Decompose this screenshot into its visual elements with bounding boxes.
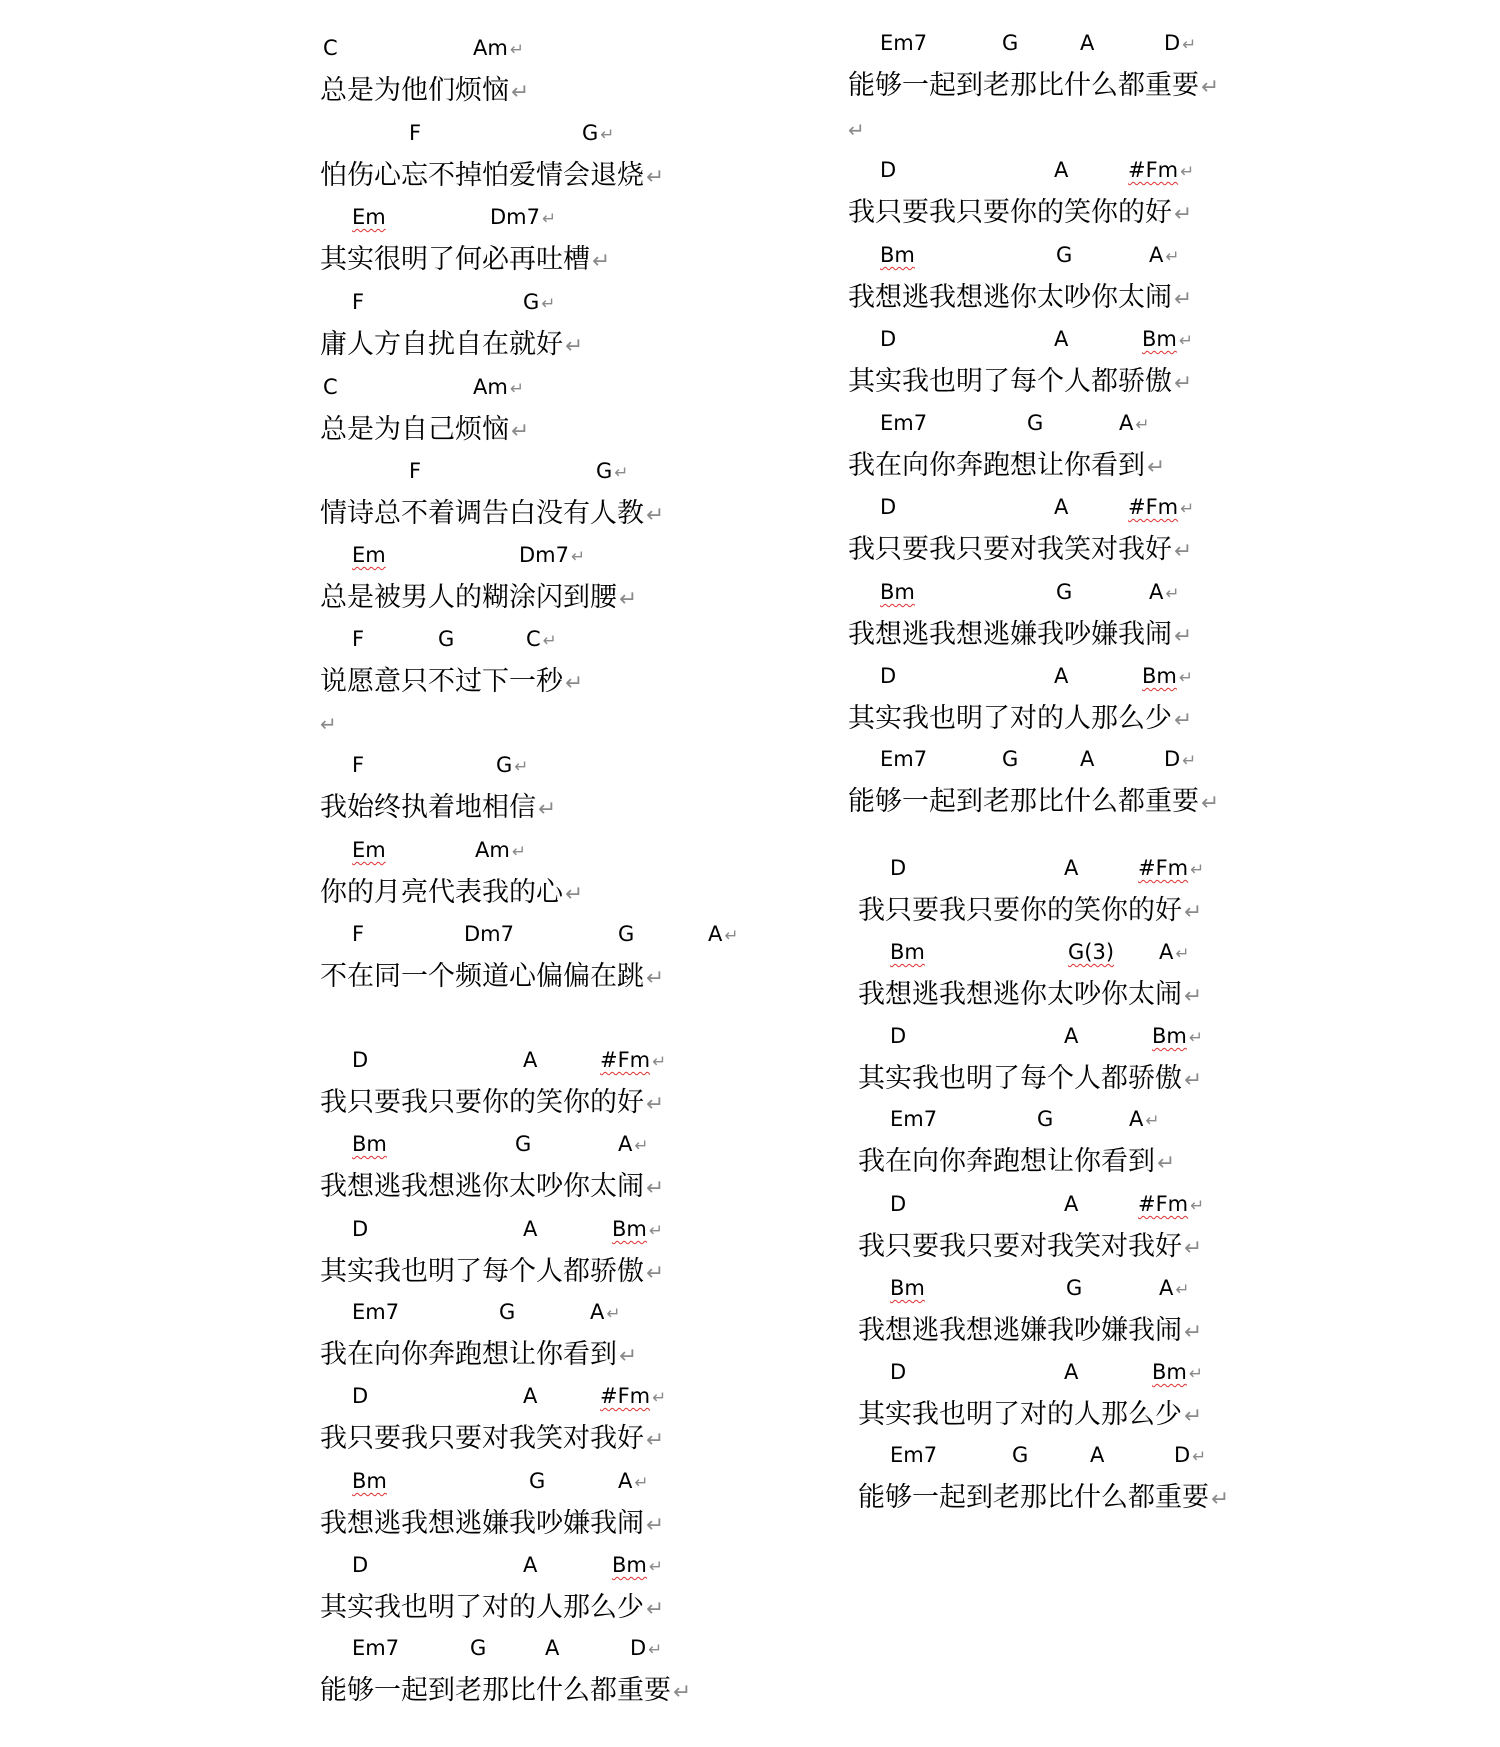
paragraph-mark: ↵ (600, 124, 615, 144)
chord-label: Dm7 (464, 922, 514, 946)
chord-label: A (545, 1636, 560, 1660)
paragraph-mark: ↵ (648, 1639, 663, 1659)
lyric-line: 我在向你奔跑想让你看到↵ (848, 450, 1166, 481)
paragraph-mark: ↵ (511, 841, 526, 861)
chord-label: Em7 (890, 1107, 938, 1131)
paragraph-mark: ↵ (1188, 1363, 1203, 1383)
chord-label: F (352, 922, 365, 946)
chord-label: A ↵ (1129, 1107, 1160, 1131)
chord-label: G (499, 1300, 516, 1324)
chord-label: F (352, 290, 365, 314)
chord-label: Bm ↵ (612, 1553, 663, 1577)
lyric-line: 能够一起到老那比什么都重要↵ (848, 786, 1220, 817)
chord-label: F (352, 753, 365, 777)
chord-label: D (880, 327, 897, 351)
paragraph-mark: ↵ (1190, 1195, 1205, 1215)
paragraph-mark: ↵ (652, 1051, 667, 1071)
paragraph-mark: ↵ (1178, 330, 1193, 350)
chord-label: #Fm ↵ (1128, 158, 1195, 182)
paragraph-mark: ↵ (646, 503, 665, 528)
chord-label: #Fm ↵ (1138, 856, 1205, 880)
chord-label: C (323, 36, 338, 60)
chord-label: F (409, 459, 422, 483)
chord-label: A ↵ (1159, 1276, 1190, 1300)
lyric-line: 庸人方自扰自在就好↵ (320, 329, 584, 360)
paragraph-mark: ↵ (511, 419, 530, 444)
chord-label: G (1056, 580, 1073, 604)
paragraph-mark: ↵ (1135, 414, 1150, 434)
lyric-line: 其实我也明了每个人都骄傲↵ (848, 366, 1193, 397)
chord-label: Em (352, 205, 386, 229)
chord-label: Em7 (890, 1443, 938, 1467)
paragraph-mark: ↵ (1184, 1068, 1203, 1093)
chord-label: G (1037, 1107, 1054, 1131)
paragraph-mark: ↵ (1165, 246, 1180, 266)
chord-label: Bm ↵ (1152, 1360, 1203, 1384)
paragraph-mark: ↵ (1178, 667, 1193, 687)
chord-label: G (1066, 1276, 1083, 1300)
paragraph-mark: ↵ (1180, 498, 1195, 518)
chord-label: G (1012, 1443, 1029, 1467)
chord-label: G ↵ (523, 290, 556, 314)
chord-label: Bm ↵ (1142, 664, 1193, 688)
chord-label: F (409, 121, 422, 145)
chord-label: A ↵ (1149, 243, 1180, 267)
chord-label: Em (352, 543, 386, 567)
chord-label: #Fm ↵ (600, 1384, 667, 1408)
chord-label: A (1064, 856, 1079, 880)
chord-label: F (352, 627, 365, 651)
lyric-line: 我只要我只要你的笑你的好↵ (320, 1087, 665, 1118)
paragraph-mark: ↵ (511, 80, 530, 105)
lyric-line: 我只要我只要你的笑你的好↵ (858, 895, 1203, 926)
paragraph-mark: ↵ (1175, 1279, 1190, 1299)
paragraph-mark: ↵ (1174, 624, 1193, 649)
paragraph-mark: ↵ (1188, 1027, 1203, 1047)
paragraph-mark: ↵ (1201, 791, 1220, 816)
paragraph-mark: ↵ (1190, 859, 1205, 879)
lyric-line: 你的月亮代表我的心↵ (320, 877, 584, 908)
paragraph-mark: ↵ (538, 797, 557, 822)
paragraph-mark: ↵ (673, 1680, 692, 1705)
chord-label: A (1054, 495, 1069, 519)
chord-label: D (890, 1192, 907, 1216)
chord-label: D ↵ (1174, 1443, 1207, 1467)
lyric-line: 能够一起到老那比什么都重要↵ (320, 1675, 692, 1706)
paragraph-mark: ↵ (619, 587, 638, 612)
paragraph-mark: ↵ (571, 546, 586, 566)
chord-label: Am ↵ (475, 838, 526, 862)
chord-label: D (352, 1384, 369, 1408)
paragraph-mark: ↵ (646, 165, 665, 190)
chord-label: A (1064, 1360, 1079, 1384)
chord-label: A (1080, 747, 1095, 771)
chord-label: G ↵ (582, 121, 615, 145)
chord-label: A ↵ (590, 1300, 621, 1324)
paragraph-mark: ↵ (1165, 583, 1180, 603)
chord-label: D (880, 158, 897, 182)
paragraph-mark: ↵ (1174, 539, 1193, 564)
chord-label: A ↵ (618, 1132, 649, 1156)
chord-label: A ↵ (1149, 580, 1180, 604)
chord-label: G ↵ (596, 459, 629, 483)
lyric-line: 说愿意只不过下一秒↵ (320, 666, 584, 697)
chord-label: Bm ↵ (1142, 327, 1193, 351)
chord-label: G (1056, 243, 1073, 267)
chord-label: G (470, 1636, 487, 1660)
chord-label: G (1002, 31, 1019, 55)
lyric-line: 总是被男人的糊涂闪到腰↵ (320, 582, 638, 613)
paragraph-mark: ↵ (1184, 1404, 1203, 1429)
chord-label: Em7 (880, 411, 928, 435)
paragraph-mark: ↵ (1180, 161, 1195, 181)
lyric-line: 我在向你奔跑想让你看到↵ (320, 1339, 638, 1370)
chord-label: #Fm ↵ (1138, 1192, 1205, 1216)
chord-label: Em7 (880, 747, 928, 771)
lyric-line: 能够一起到老那比什么都重要↵ (848, 70, 1220, 101)
chord-label: G ↵ (496, 753, 529, 777)
paragraph-mark: ↵ (646, 1513, 665, 1538)
paragraph-mark: ↵ (1184, 1320, 1203, 1345)
paragraph-mark: ↵ (1182, 750, 1197, 770)
chord-label: G(3) (1068, 940, 1115, 964)
paragraph-mark: ↵ (1145, 1110, 1160, 1130)
paragraph-mark: ↵ (614, 462, 629, 482)
chord-label: Em7 (880, 31, 928, 55)
paragraph-mark: ↵ (542, 208, 557, 228)
lyric-line: 其实很明了何必再吐槽↵ (320, 244, 611, 275)
chord-label: G (1002, 747, 1019, 771)
chord-label: G (438, 627, 455, 651)
paragraph-mark: ↵ (1184, 900, 1203, 925)
paragraph-mark: ↵ (646, 1261, 665, 1286)
paragraph-mark: ↵ (1147, 455, 1166, 480)
lyric-line: 我想逃我想逃嫌我吵嫌我闹↵ (848, 619, 1193, 650)
paragraph-mark: ↵ (619, 1344, 638, 1369)
chord-label: G (515, 1132, 532, 1156)
chord-label: Bm (890, 1276, 925, 1300)
lyric-line: 能够一起到老那比什么都重要↵ (858, 1482, 1230, 1513)
chord-label: Bm (880, 243, 915, 267)
lyric-line: 我想逃我想逃嫌我吵嫌我闹↵ (858, 1315, 1203, 1346)
lyric-line: 我想逃我想逃你太吵你太闹↵ (320, 1171, 665, 1202)
lyric-line: 我想逃我想逃你太吵你太闹↵ (848, 282, 1193, 313)
paragraph-mark: ↵ (565, 334, 584, 359)
lyric-line: 我想逃我想逃嫌我吵嫌我闹↵ (320, 1508, 665, 1539)
chord-label: A (523, 1553, 538, 1577)
chord-label: A (1080, 31, 1095, 55)
chord-label: Bm (352, 1132, 387, 1156)
paragraph-mark: ↵ (646, 1428, 665, 1453)
paragraph-mark: ↵ (1211, 1487, 1230, 1512)
chord-label: G (529, 1469, 546, 1493)
chord-label: Bm ↵ (612, 1217, 663, 1241)
chord-label: D (880, 664, 897, 688)
chord-label: A ↵ (618, 1469, 649, 1493)
chord-label: Bm ↵ (1152, 1024, 1203, 1048)
chord-label: C (323, 375, 338, 399)
paragraph-mark: ↵ (1201, 75, 1220, 100)
lyric-line: 其实我也明了每个人都骄傲↵ (320, 1256, 665, 1287)
paragraph-mark: ↵ (509, 378, 524, 398)
paragraph-mark: ↵ (1174, 202, 1193, 227)
chord-label: Bm (880, 580, 915, 604)
chord-label: Bm (890, 940, 925, 964)
paragraph-mark: ↵ (1157, 1151, 1176, 1176)
paragraph-mark: ↵ (646, 1597, 665, 1622)
paragraph-mark: ↵ (1174, 287, 1193, 312)
lyric-line: 其实我也明了每个人都骄傲↵ (858, 1063, 1203, 1094)
paragraph-mark: ↵ (1174, 371, 1193, 396)
paragraph-mark: ↵ (592, 249, 611, 274)
chord-label: D ↵ (630, 1636, 663, 1660)
chord-label: Dm7 ↵ (519, 543, 586, 567)
paragraph-mark: ↵ (646, 1176, 665, 1201)
paragraph-mark: ↵ (1184, 1236, 1203, 1261)
paragraph-mark: ↵ (652, 1387, 667, 1407)
chord-label: D (890, 1360, 907, 1384)
chord-label: A ↵ (1119, 411, 1150, 435)
lyric-line: 不在同一个频道心偏偏在跳↵ (320, 961, 665, 992)
chord-label: A (1064, 1192, 1079, 1216)
paragraph-mark: ↵ (541, 293, 556, 313)
paragraph-mark: ↵ (514, 756, 529, 776)
chord-label: G (1027, 411, 1044, 435)
paragraph-mark: ↵ (320, 712, 337, 736)
chord-label: A (523, 1048, 538, 1072)
chord-label: Am ↵ (473, 375, 524, 399)
paragraph-mark: ↵ (1192, 1446, 1207, 1466)
chord-label: A (1090, 1443, 1105, 1467)
lyric-line: 我在向你奔跑想让你看到↵ (858, 1146, 1176, 1177)
paragraph-mark: ↵ (542, 630, 557, 650)
paragraph-mark: ↵ (646, 966, 665, 991)
chord-label: D (890, 1024, 907, 1048)
paragraph-mark: ↵ (509, 39, 524, 59)
lyric-line: 其实我也明了对的人那么少↵ (858, 1399, 1203, 1430)
paragraph-mark: ↵ (565, 882, 584, 907)
chord-label: D ↵ (1164, 747, 1197, 771)
paragraph-mark: ↵ (646, 1092, 665, 1117)
chord-label: C ↵ (526, 627, 557, 651)
lyric-line: 我只要我只要你的笑你的好↵ (848, 197, 1193, 228)
lyric-line: 其实我也明了对的人那么少↵ (848, 703, 1193, 734)
chord-label: D (352, 1048, 369, 1072)
lyric-line: 总是为自己烦恼↵ (320, 414, 530, 445)
chord-label: A ↵ (1159, 940, 1190, 964)
paragraph-mark: ↵ (648, 1220, 663, 1240)
chord-label: Am ↵ (473, 36, 524, 60)
chord-label: A (1054, 158, 1069, 182)
lyric-line: 总是为他们烦恼↵ (320, 75, 530, 106)
chord-label: A (1064, 1024, 1079, 1048)
paragraph-mark: ↵ (1175, 943, 1190, 963)
chord-label: D (352, 1217, 369, 1241)
paragraph-mark: ↵ (1182, 34, 1197, 54)
lyric-line: 我只要我只要对我笑对我好↵ (320, 1423, 665, 1454)
paragraph-mark: ↵ (1184, 984, 1203, 1009)
chord-label: D (352, 1553, 369, 1577)
chord-label: Bm (352, 1469, 387, 1493)
chord-label: A (1054, 664, 1069, 688)
chord-label: Em (352, 838, 386, 862)
paragraph-mark: ↵ (848, 118, 865, 142)
paragraph-mark: ↵ (606, 1303, 621, 1323)
chord-label: A ↵ (708, 922, 739, 946)
chord-label: D (890, 856, 907, 880)
chord-label: #Fm ↵ (1128, 495, 1195, 519)
paragraph-mark: ↵ (648, 1556, 663, 1576)
chord-label: Em7 (352, 1636, 400, 1660)
lyric-line: 其实我也明了对的人那么少↵ (320, 1592, 665, 1623)
chord-label: Em7 (352, 1300, 400, 1324)
lyric-line: 情诗总不着调告白没有人教↵ (320, 498, 665, 529)
chord-label: D ↵ (1164, 31, 1197, 55)
paragraph-mark: ↵ (634, 1135, 649, 1155)
lyric-line: 我始终执着地相信↵ (320, 792, 557, 823)
chord-label: A (1054, 327, 1069, 351)
lyric-line: 我只要我只要对我笑对我好↵ (848, 534, 1193, 565)
lyric-line: 怕伤心忘不掉怕爱情会退烧↵ (320, 160, 665, 191)
chord-label: A (523, 1217, 538, 1241)
paragraph-mark: ↵ (724, 925, 739, 945)
paragraph-mark: ↵ (565, 671, 584, 696)
chord-label: A (523, 1384, 538, 1408)
chord-label: D (880, 495, 897, 519)
paragraph-mark: ↵ (1174, 708, 1193, 733)
lyric-line: 我只要我只要对我笑对我好↵ (858, 1231, 1203, 1262)
chord-label: Dm7 ↵ (490, 205, 557, 229)
paragraph-mark: ↵ (634, 1472, 649, 1492)
chord-label: G (618, 922, 635, 946)
lyric-line: 我想逃我想逃你太吵你太闹↵ (858, 979, 1203, 1010)
chord-label: #Fm ↵ (600, 1048, 667, 1072)
